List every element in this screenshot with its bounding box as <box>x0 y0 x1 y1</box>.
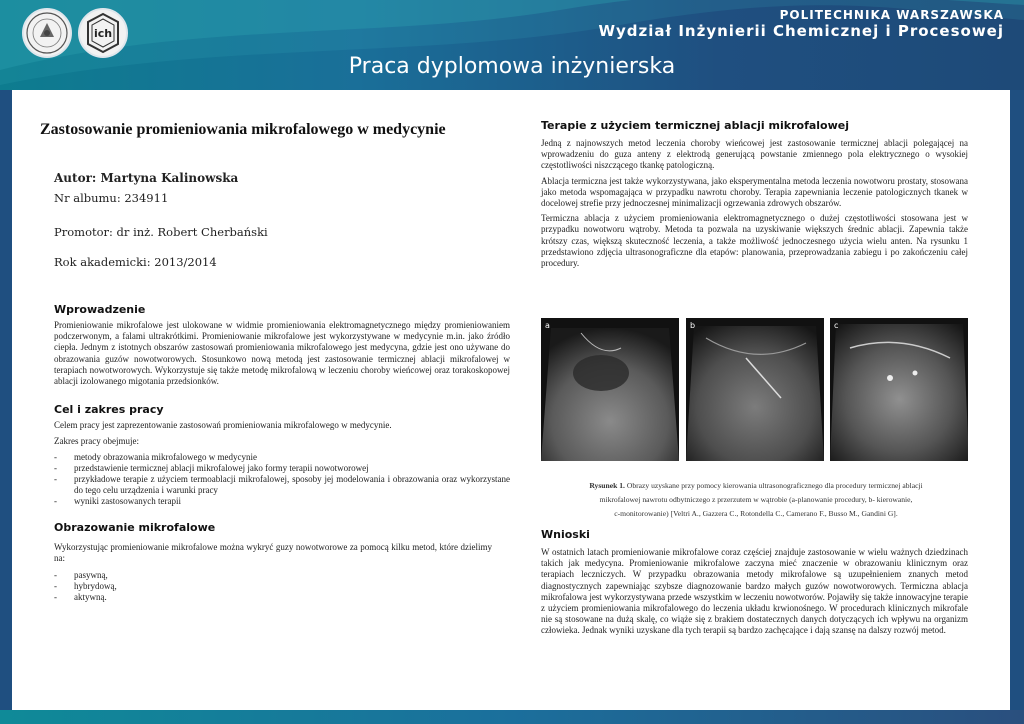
thesis-meta <box>54 170 510 270</box>
list-item: - metody obrazowania mikrofalowego w medycynie <box>54 452 510 463</box>
scope-intro: Zakres pracy obejmuje: <box>54 436 139 447</box>
goal-section <box>40 403 510 507</box>
album-number: Nr albumu: 234911 <box>54 191 169 205</box>
list-item: - wyniki zastosowanych terapii <box>54 496 510 507</box>
list-item: - przykładowe terapie z użyciem termoablacji mikrofalowej, sposoby jej modelowania i obrazowania oraz wykorzystane do tego celu urządzenia i warunki pracy <box>54 474 510 496</box>
poster-title: Praca dyplomowa inżynierska <box>348 54 676 79</box>
conclusions-section <box>541 528 968 637</box>
left-column <box>40 120 510 604</box>
caption-line-1: Obrazy uzyskane przy pomocy kierowania ultrasonograficznego dla procedury termicznej ablacji <box>626 481 923 490</box>
caption-line-3: c-monitorowanie) [Veltri A., Gazzera C., Rotondella C., Camerano F., Busso M., Gandini G]. <box>614 509 898 518</box>
promotor: Promotor: dr inż. Robert Cherbański <box>54 225 268 239</box>
caption-label: Rysunek 1. <box>589 481 625 490</box>
faculty-logo <box>78 8 128 58</box>
academic-year: Rok akademicki: 2013/2014 <box>54 255 217 269</box>
intro-section <box>40 303 510 387</box>
list-item: - hybrydową, <box>54 581 510 592</box>
imaging-methods-list <box>54 570 510 604</box>
therapy-paragraph-3: Termiczna ablacja z użyciem promieniowania elektromagnetycznego o dużej częstotliwości stosowana jest w przypadku nowotworu wątroby. Metoda ta pozwala na uzyskiwanie większych średnic ablacji. Zapewnia także krótszy czas, większą skuteczność leczenia, a także możliwość jednoczesnego użycia wielu anten. Na rysunku 1 przedstawiono zdjęcia ultrasonograficzne dla etapów: planowania, przeprowadzania zabiegu i po zakończeniu całej procedury. <box>541 213 968 269</box>
svg-text:ich: ich <box>93 27 113 40</box>
figure-caption <box>556 479 956 521</box>
list-item: - aktywną. <box>54 592 510 603</box>
conclusions-heading: Wnioski <box>541 528 590 541</box>
ultrasound-image-a <box>541 318 679 461</box>
university-name: POLITECHNIKA WARSZAWSKA <box>779 8 1004 22</box>
right-column <box>541 119 968 269</box>
imaging-heading: Obrazowanie mikrofalowe <box>54 520 216 534</box>
imaging-section <box>40 521 510 604</box>
figure-label: c <box>834 321 839 330</box>
conclusions-text: W ostatnich latach promieniowanie mikrofalowe coraz częściej znajduje zastosowanie w wielu ważnych dziedzinach takich jak medycyna. Promieniowanie mikrofalowe zaczyna mieć znaczenie w obrazowaniu klinicznym oraz terapiach leczniczych. W przypadku obrazowania metody mikrofalowe są uzupełnieniem znanych metod diagnostycznych zapewniając szybsze diagnozowanie bardzo małych guzów nowotworowych. Termiczna ablacja mikrofalowa jest wykorzystywana przede wszystkim w leczeniu nowotworów. Pojawiły się także innowacyjne terapie z użyciem promieniowania mikrofalowego do leczenia układu krwionośnego. W procedurach klinicznych mikrofale nie są stosowane na dużą skalę, co wiąże się z brakiem dostatecznych danych dotyczących ich wpływu na organizm człowieka. Jednak wyniki uzyskane dla tych terapii są bardzo zachęcające i dają szansę na dalszy rozwój metod. <box>541 547 968 636</box>
footer-bar <box>0 710 1024 724</box>
list-item: - pasywną, <box>54 570 510 581</box>
faculty-name: Wydział Inżynierii Chemicznej i Procesowej <box>598 22 1004 40</box>
header-banner <box>0 0 1024 90</box>
goal-heading: Cel i zakres pracy <box>54 403 164 417</box>
therapy-paragraph-2: Ablacja termiczna jest także wykorzystywana, jako eksperymentalna metoda leczenia nowotworu prostaty, stosowana jako metoda wspomagająca w przypadku nawrotu choroby. Terapia zapewniania leczenie patologicznych tkanek w docelowej strefie przy jednoczesnej minimalizacji ogrzewania zdrowych obszarów. <box>541 175 968 209</box>
ultrasound-image-c <box>830 318 968 461</box>
scope-list <box>54 452 510 508</box>
ultrasound-image-b <box>686 318 824 461</box>
list-item: - przedstawienie termicznej ablacji mikrofalowej jako formy terapii nowotworowej <box>54 463 510 474</box>
intro-text: Promieniowanie mikrofalowe jest ulokowane w widmie promieniowania elektromagnetycznego między promieniowaniem podczerwonym, a falami ultrakrótkimi. Promieniowanie mikrofalowe jest wykorzystywane w medycynie m.in. jako źródło ciepła. Jednym z istotnych obszarów zastosowań promieniowania mikrofalowego jest medycyna, gdzie jest ono używane do obrazowania guzów nowotworowych. Stosunkowo nową metodą jest zastosowanie termicznej ablacji mikrofalowej w terapiach nowotworowych. Wykorzystuje się także metodę mikrofalową w leczeniu choroby wieńcowej oraz torakoskopowej ablacji izolowanego migotania przedsionków. <box>54 320 510 387</box>
university-seal-logo <box>22 8 72 58</box>
thesis-title: Zastosowanie promieniowania mikrofalowego w medycynie <box>40 121 446 138</box>
figure-label: b <box>690 321 696 330</box>
figure-label: a <box>545 321 550 330</box>
therapy-heading: Terapie z użyciem termicznej ablacji mikrofalowej <box>541 119 849 132</box>
intro-heading: Wprowadzenie <box>54 303 146 316</box>
imaging-text: Wykorzystując promieniowanie mikrofalowe można wykryć guzy nowotworowe za pomocą kilku metod, które dzielimy na: <box>54 541 492 563</box>
author: Autor: Martyna Kalinowska <box>54 171 239 185</box>
ultrasound-figure <box>541 318 969 461</box>
therapy-paragraph-1: Jedną z najnowszych metod leczenia choroby wieńcowej jest zastosowanie termicznej ablacji polegającej na wprowadzeniu do guza anteny z elektrodą generującą powstanie zmiennego pola elektrycznego o wysokiej częstotliwości niszczącego tkankę patologiczną. <box>541 138 968 171</box>
goal-text: Celem pracy jest zaprezentowanie zastosowań promieniowania mikrofalowego w medycynie. <box>54 420 392 431</box>
caption-line-2: mikrofalowej nawrotu odbytniczego z przerzutem w wątrobie (a-planowanie procedury, b- kierowanie, <box>599 495 913 504</box>
